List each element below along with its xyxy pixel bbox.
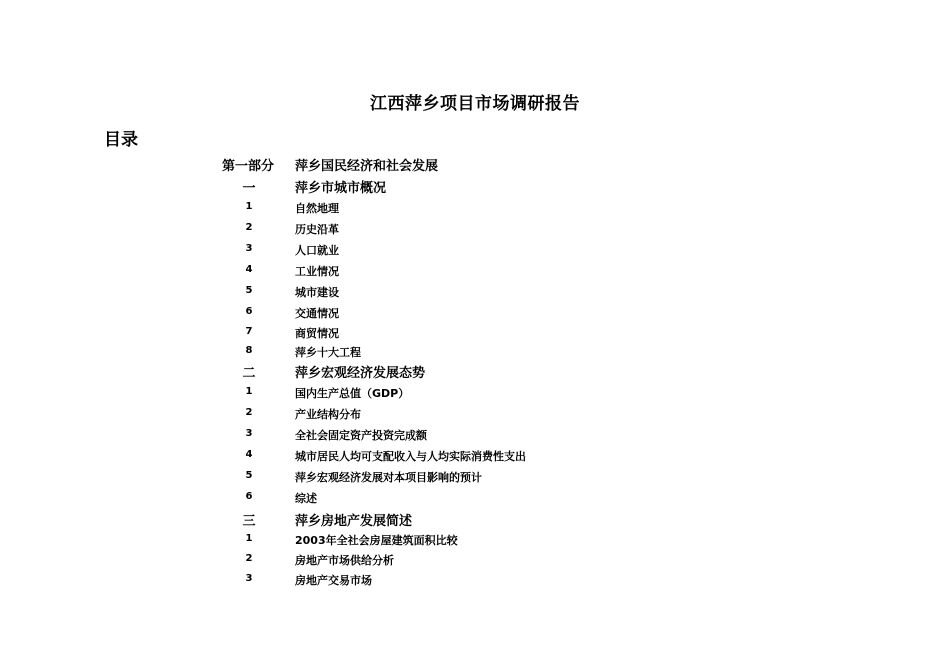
toc-entry-number: 2 bbox=[245, 407, 253, 418]
toc-entry-number: 1 bbox=[245, 533, 253, 544]
toc-entry bbox=[0, 262, 950, 282]
toc-entry bbox=[0, 283, 950, 303]
toc-entry bbox=[0, 468, 950, 488]
toc-entry-number: 3 bbox=[245, 428, 253, 439]
toc-entry bbox=[0, 447, 950, 467]
toc-entry-number: 5 bbox=[245, 470, 253, 481]
toc-entry-text: 历史沿革 bbox=[295, 223, 339, 236]
toc-entry-text: 萍乡宏观经济发展态势 bbox=[295, 366, 426, 381]
toc-entry-text: 房地产交易市场 bbox=[295, 574, 372, 587]
toc-entry-number: 5 bbox=[245, 285, 253, 296]
toc-entry bbox=[0, 531, 950, 551]
toc-entry bbox=[0, 343, 950, 363]
toc-entry-number: 二 bbox=[242, 366, 256, 381]
toc-entry-text: 萍乡国民经济和社会发展 bbox=[295, 159, 439, 174]
toc-entry-number: 8 bbox=[245, 345, 253, 356]
toc-entry-number: 6 bbox=[245, 306, 253, 317]
toc-entry-number: 1 bbox=[245, 386, 253, 397]
toc-entry-text: 人口就业 bbox=[295, 244, 339, 257]
toc-entry bbox=[0, 551, 950, 571]
toc-entry-text: 萍乡市城市概况 bbox=[295, 181, 387, 196]
toc-entry bbox=[0, 177, 950, 197]
toc-entry-number: 6 bbox=[245, 491, 253, 502]
toc-entry bbox=[0, 405, 950, 425]
toc-entry-number: 7 bbox=[245, 326, 253, 337]
toc-entry bbox=[0, 489, 950, 509]
toc-entry-number: 3 bbox=[245, 573, 253, 584]
toc-entry bbox=[0, 362, 950, 382]
toc-entry-number: 一 bbox=[242, 181, 256, 196]
toc-entry-text: 综述 bbox=[295, 492, 317, 505]
toc-entry-number: 4 bbox=[245, 264, 253, 275]
toc-entry-text: 房地产市场供给分析 bbox=[295, 554, 394, 567]
toc-entry-text: 城市居民人均可支配收入与人均实际消费性支出 bbox=[295, 450, 526, 463]
toc-entry bbox=[0, 199, 950, 219]
toc-entry bbox=[0, 384, 950, 404]
toc-entry-text: 交通情况 bbox=[295, 307, 339, 320]
toc-entry bbox=[0, 510, 950, 530]
toc-entry-number: 3 bbox=[245, 243, 253, 254]
toc-entry bbox=[0, 324, 950, 344]
toc-entry bbox=[0, 426, 950, 446]
toc-entry-text: 商贸情况 bbox=[295, 327, 339, 340]
toc-entry-text: 萍乡宏观经济发展对本项目影响的预计 bbox=[295, 471, 482, 484]
toc-entry-text: 萍乡房地产发展简述 bbox=[295, 514, 413, 529]
toc-entry-text: 自然地理 bbox=[295, 202, 339, 215]
toc-entry-text: 工业情况 bbox=[295, 265, 339, 278]
toc-entry bbox=[0, 220, 950, 240]
toc-entry-number: 2 bbox=[245, 222, 253, 233]
toc-entry-text: 全社会固定资产投资完成额 bbox=[295, 429, 427, 442]
toc-entry-text: 国内生产总值（GDP） bbox=[295, 387, 410, 400]
toc-entry-text: 城市建设 bbox=[295, 286, 339, 299]
toc-entry-number: 三 bbox=[242, 514, 256, 529]
toc-entry-text: 2003年全社会房屋建筑面积比较 bbox=[295, 534, 458, 547]
toc-entry-number: 1 bbox=[245, 201, 253, 212]
toc-entry-number: 2 bbox=[245, 553, 253, 564]
toc-entry bbox=[0, 155, 950, 175]
toc-entry bbox=[0, 241, 950, 261]
toc-entry bbox=[0, 571, 950, 591]
toc-entry bbox=[0, 304, 950, 324]
toc-entry-text: 产业结构分布 bbox=[295, 408, 361, 421]
toc-entry-number: 第一部分 bbox=[222, 159, 275, 174]
toc-entry-text: 萍乡十大工程 bbox=[295, 346, 361, 359]
document-title: 江西萍乡项目市场调研报告 bbox=[370, 94, 580, 114]
toc-heading: 目录 bbox=[104, 130, 138, 150]
toc-entry-number: 4 bbox=[245, 449, 253, 460]
